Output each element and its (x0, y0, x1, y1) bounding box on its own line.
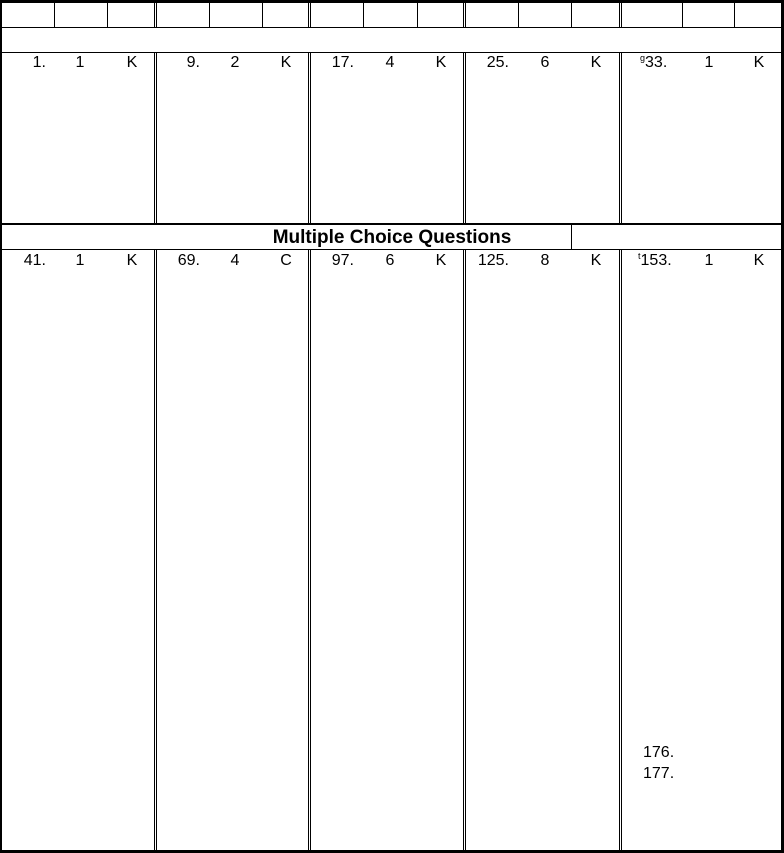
answer-code: K (753, 252, 765, 269)
answer-value: 1 (75, 252, 85, 269)
banner-bottom-rule (0, 249, 784, 250)
group-divider (154, 0, 155, 27)
header-divider (734, 0, 735, 27)
group-divider (621, 52, 622, 224)
group-divider (154, 249, 155, 851)
answer-code: K (280, 54, 292, 71)
header-divider (107, 0, 108, 27)
section-title: Multiple Choice Questions (272, 227, 512, 248)
answer-value: 4 (385, 54, 395, 71)
question-number: 1. (32, 54, 46, 71)
group-divider (308, 0, 309, 27)
answer-code: K (126, 252, 138, 269)
question-number-text: 33. (645, 54, 668, 71)
header-divider (518, 0, 519, 27)
top-border (0, 0, 784, 3)
group-divider (156, 249, 157, 851)
header-divider (54, 0, 55, 27)
group-divider (308, 249, 309, 851)
question-number: 69. (177, 252, 200, 269)
group-divider (154, 52, 155, 224)
group-divider (621, 249, 622, 851)
group-divider (619, 52, 620, 224)
question-number: 9. (186, 54, 200, 71)
answer-code: K (435, 54, 447, 71)
header-divider (682, 0, 683, 27)
group-divider (308, 52, 309, 224)
group-divider (619, 249, 620, 851)
group-divider (463, 0, 464, 27)
question-number: 97. (331, 252, 354, 269)
group-divider (156, 52, 157, 224)
answer-value: 8 (540, 252, 550, 269)
group-divider (463, 249, 464, 851)
question-number: 25. (486, 54, 509, 71)
question-number (640, 54, 667, 72)
answer-code: K (435, 252, 447, 269)
superscript-mark: g (640, 53, 646, 63)
group-divider (621, 0, 622, 27)
answer-code: K (753, 54, 765, 71)
header-divider (363, 0, 364, 27)
answer-code: C (280, 252, 292, 269)
header-divider (417, 0, 418, 27)
answer-value: 1 (704, 54, 714, 71)
answer-value: 1 (75, 54, 85, 71)
group-divider (465, 0, 466, 27)
group-divider (465, 249, 466, 851)
answer-value: 1 (704, 252, 714, 269)
blank-row-bottom-rule (0, 52, 784, 53)
group-divider (463, 52, 464, 224)
question-number: 41. (23, 252, 46, 269)
header-divider (571, 0, 572, 27)
question-number: 177. (643, 765, 675, 782)
header-row-bottom-rule (0, 27, 784, 28)
group-divider (619, 0, 620, 27)
answer-code: K (126, 54, 138, 71)
answer-value: 6 (385, 252, 395, 269)
answer-code: K (590, 252, 602, 269)
group-divider (310, 52, 311, 224)
answer-value: 4 (230, 252, 240, 269)
header-divider (209, 0, 210, 27)
answer-value: 6 (540, 54, 550, 71)
group-divider (465, 52, 466, 224)
group-divider (310, 249, 311, 851)
header-divider (262, 0, 263, 27)
answer-code: K (590, 54, 602, 71)
left-border (0, 0, 2, 853)
top-section-bottom-rule (0, 223, 784, 225)
question-number: 125. (477, 252, 509, 269)
question-number-text: 153. (640, 252, 672, 269)
group-divider (156, 0, 157, 27)
group-divider (310, 0, 311, 27)
question-number: 17. (331, 54, 354, 71)
question-number (638, 252, 672, 270)
superscript-mark: t (638, 251, 641, 261)
question-number: 176. (643, 744, 675, 761)
answer-value: 2 (230, 54, 240, 71)
